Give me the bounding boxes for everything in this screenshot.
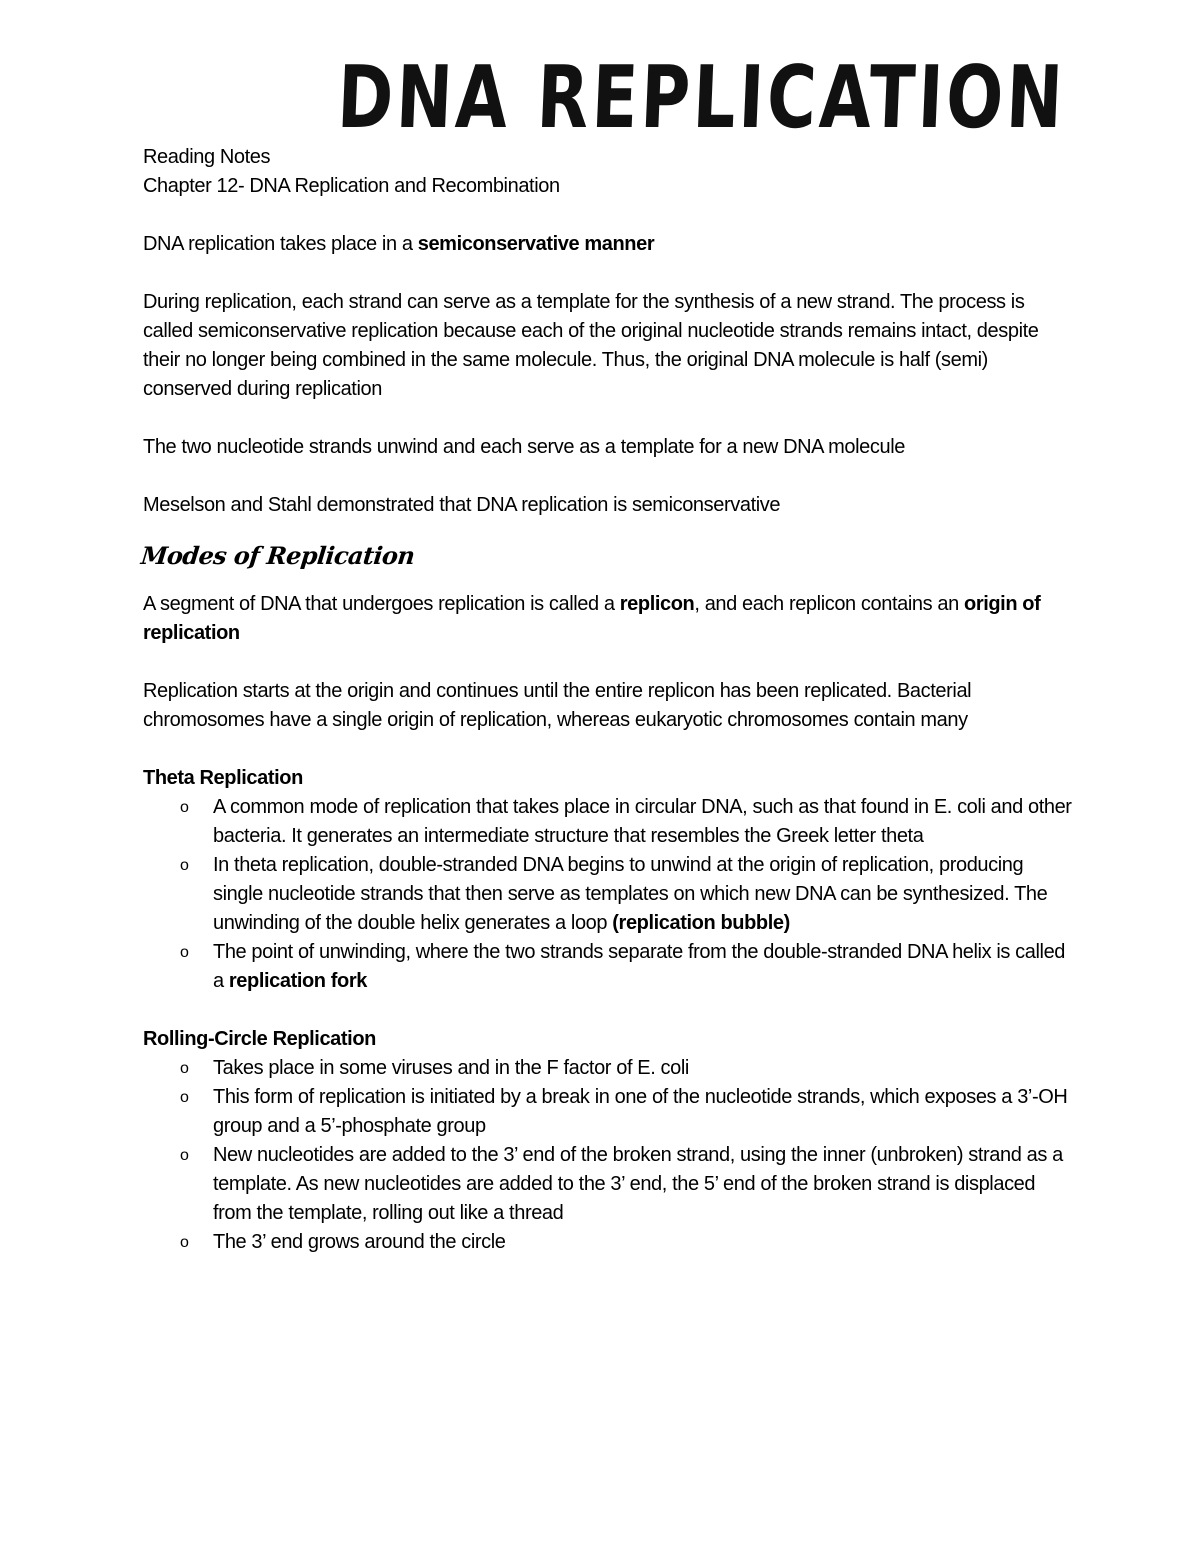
bullet-icon: o xyxy=(180,799,189,816)
list-item: o In theta replication, double-stranded DNA begins to unwind at the origin of replication, producing single nucleotide strands that then serve as templates on which new DNA can be synthesized. The unwinding of the double helix generates a loop (replication bubble) xyxy=(143,851,1073,938)
rolling-circle-list xyxy=(143,1054,1073,1257)
bullet-icon: o xyxy=(180,1147,189,1164)
list-item: o This form of replication is initiated by a break in one of the nucleotide strands, which exposes a 3’-OH group and a 5’-phosphate group xyxy=(143,1083,1073,1141)
bullet-icon: o xyxy=(180,944,189,961)
list-item: o The point of unwinding, where the two strands separate from the double-stranded DNA helix is called a replication fork xyxy=(143,938,1073,996)
intro-paragraph-2: During replication, each strand can serve as a template for the synthesis of a new strand. The process is called semiconservative replication because each of the original nucleotide strands remains intact, despite their no longer being combined in the same molecule. Thus, the original DNA molecule is half (semi) conserved during replication xyxy=(143,291,1039,400)
bullet-icon: o xyxy=(180,1089,189,1106)
theta-heading: Theta Replication xyxy=(143,767,303,789)
list-item: o New nucleotides are added to the 3’ end of the broken strand, using the inner (unbroken) strand as a template. As new nucleotides are added to the 3’ end, the 5’ end of the broken strand is displaced from the template, rolling out like a thread xyxy=(143,1141,1073,1228)
list-item: o A common mode of replication that takes place in circular DNA, such as that found in E. coli and other bacteria. It generates an intermediate structure that resembles the Greek letter theta xyxy=(143,793,1073,851)
bullet-icon: o xyxy=(180,1060,189,1077)
intro-paragraph-1: DNA replication takes place in a semiconservative manner xyxy=(143,233,655,255)
intro-paragraph-3: The two nucleotide strands unwind and each serve as a template for a new DNA molecule xyxy=(143,436,905,458)
notes-body xyxy=(139,143,1073,1257)
list-item: o The 3’ end grows around the circle xyxy=(143,1228,1073,1257)
list-item: o Takes place in some viruses and in the F factor of E. coli xyxy=(143,1054,1073,1083)
modes-heading: Modes of Replication xyxy=(139,541,416,570)
header-reading-notes: Reading Notes xyxy=(143,146,271,168)
bullet-icon: o xyxy=(180,857,189,874)
modes-paragraph-1: A segment of DNA that undergoes replication is called a replicon, and each replicon contains an origin of replication xyxy=(143,593,1041,644)
theta-list xyxy=(143,793,1073,996)
page-title: DNA REPLICATION xyxy=(335,48,1068,148)
modes-paragraph-2: Replication starts at the origin and continues until the entire replicon has been replicated. Bacterial chromosomes have a single origin of replication, whereas eukaryotic chromosomes contain many xyxy=(143,680,972,731)
intro-paragraph-4: Meselson and Stahl demonstrated that DNA replication is semiconservative xyxy=(143,494,781,516)
header-chapter: Chapter 12- DNA Replication and Recombination xyxy=(143,175,560,197)
bullet-icon: o xyxy=(180,1234,189,1251)
rolling-circle-heading: Rolling-Circle Replication xyxy=(143,1028,376,1050)
